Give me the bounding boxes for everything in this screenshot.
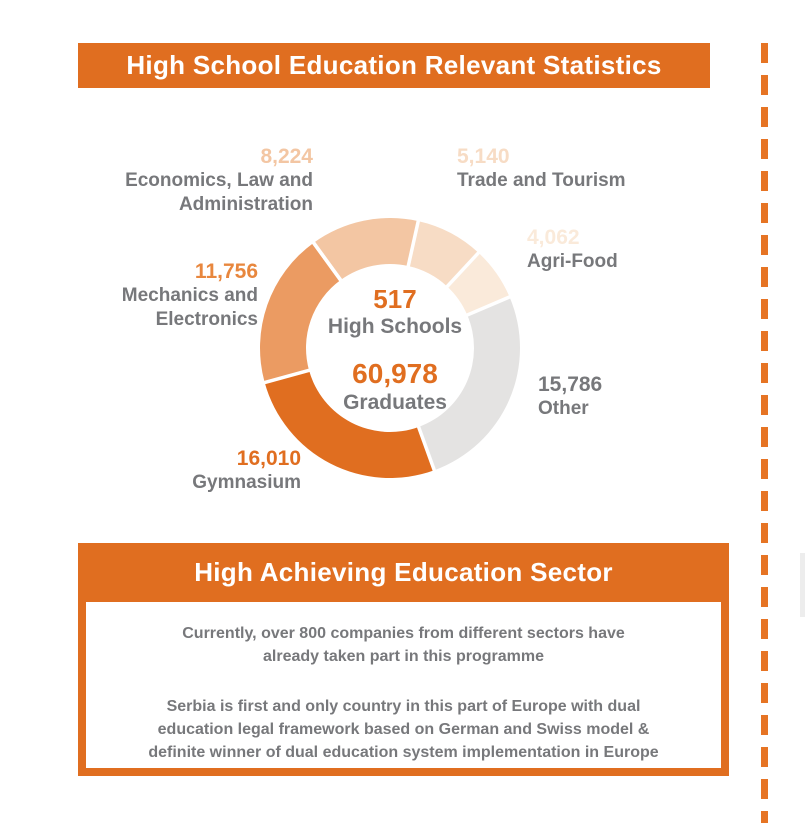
segment-label-agri-food xyxy=(527,225,727,274)
segment-name-economics-line1: Economics, Law and xyxy=(125,170,313,191)
segment-name-gymnasium: Gymnasium xyxy=(192,472,301,493)
segment-value-other: 15,786 xyxy=(538,373,603,396)
paragraph-companies-line2: already taken part in this programme xyxy=(263,648,544,665)
segment-name-agri-food: Agri-Food xyxy=(527,251,618,272)
segment-name-other: Other xyxy=(538,398,589,419)
segment-value-agri-food: 4,062 xyxy=(527,226,580,249)
segment-label-mechanics xyxy=(8,259,258,332)
segment-label-trade-and-tourism xyxy=(457,144,707,193)
section-card xyxy=(78,543,729,776)
segment-label-other xyxy=(538,372,698,421)
top-banner xyxy=(78,43,710,88)
high-schools-label: High Schools xyxy=(327,315,463,338)
segment-value-mechanics: 11,756 xyxy=(194,260,258,283)
paragraph-serbia-line2: education legal framework based on German and Swiss model & xyxy=(157,721,650,738)
paragraph-companies-line1: Currently, over 800 companies from different sectors have xyxy=(182,625,625,642)
high-schools-count: 517 xyxy=(373,284,417,314)
graduates-count: 60,978 xyxy=(352,358,438,389)
segment-label-economics xyxy=(63,144,313,217)
segment-value-economics: 8,224 xyxy=(260,145,313,168)
segment-name-mechanics-line1: Mechanics and xyxy=(121,285,258,306)
segment-name-economics-line2: Administration xyxy=(178,194,313,215)
dashed-divider-line xyxy=(761,43,768,823)
top-banner-title: High School Education Relevant Statistics xyxy=(126,50,662,80)
adjacent-panel-edge xyxy=(800,553,805,617)
section-title: High Achieving Education Sector xyxy=(194,557,613,587)
segment-value-trade-and-tourism: 5,140 xyxy=(457,145,510,168)
segment-name-mechanics-line2: Electronics xyxy=(155,309,258,330)
donut-center-text xyxy=(285,284,505,416)
paragraph-serbia xyxy=(86,695,721,764)
graduates-label: Graduates xyxy=(343,391,447,414)
segment-label-gymnasium xyxy=(51,446,301,495)
segment-value-gymnasium: 16,010 xyxy=(236,447,301,470)
paragraph-serbia-line3: definite winner of dual education system implementation in Europe xyxy=(148,744,659,761)
paragraph-serbia-line1: Serbia is first and only country in this part of Europe with dual xyxy=(166,698,641,715)
paragraph-companies xyxy=(86,622,721,668)
section-body xyxy=(86,602,721,768)
segment-name-trade-and-tourism: Trade and Tourism xyxy=(457,170,626,191)
